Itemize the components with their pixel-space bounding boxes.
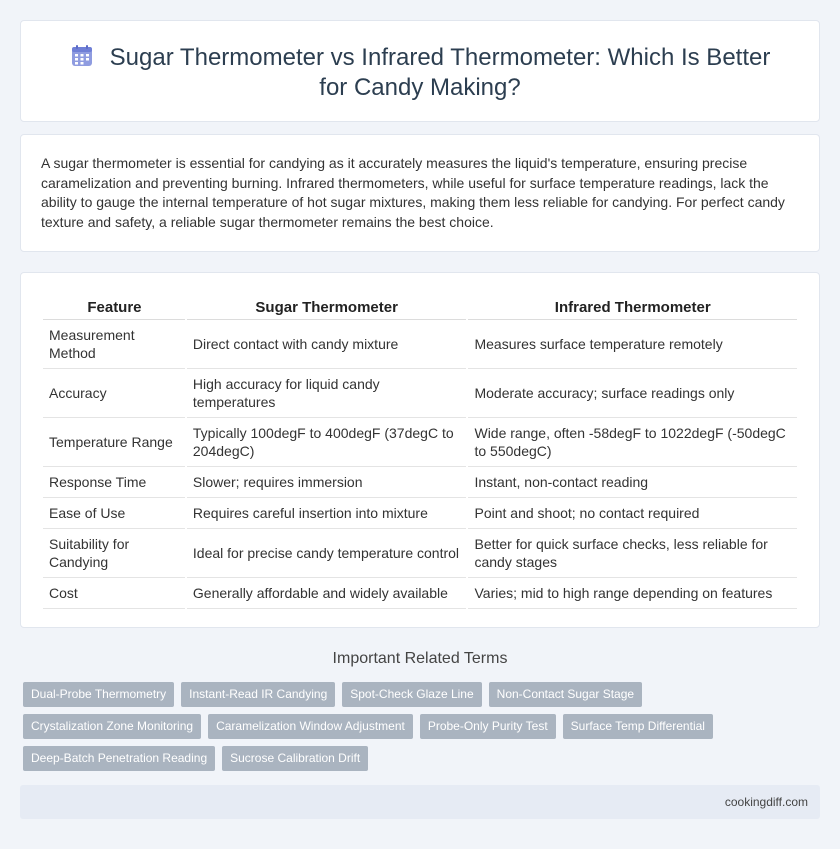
- infrared-cell: Moderate accuracy; surface readings only: [467, 369, 798, 418]
- footer: [20, 785, 820, 819]
- page-title: Sugar Thermometer vs Infrared Thermometer: Which Is Better for Candy Making?: [109, 44, 771, 101]
- sugar-cell: Ideal for precise candy temperature control: [186, 529, 468, 578]
- related-term-tag[interactable]: Spot-Check Glaze Line: [342, 682, 481, 707]
- related-term-tag[interactable]: Probe-Only Purity Test: [420, 714, 556, 739]
- sugar-cell: Slower; requires immersion: [186, 467, 468, 498]
- table-row: [43, 498, 798, 529]
- sugar-cell: High accuracy for liquid candy temperatures: [186, 369, 468, 418]
- infrared-cell: Better for quick surface checks, less reliable for candy stages: [467, 529, 798, 578]
- related-term-tag[interactable]: Sucrose Calibration Drift: [222, 746, 368, 771]
- feature-cell: Suitability for Candying: [43, 529, 186, 578]
- related-term-tag[interactable]: Instant-Read IR Candying: [181, 682, 335, 707]
- sugar-cell: Generally affordable and widely available: [186, 578, 468, 609]
- comparison-table: [43, 295, 799, 609]
- calendar-icon: [70, 44, 94, 68]
- feature-cell: Cost: [43, 578, 186, 609]
- comparison-table-card: [20, 272, 820, 628]
- title-card: [20, 20, 820, 122]
- sugar-cell: Direct contact with candy mixture: [186, 320, 468, 369]
- table-row: [43, 529, 798, 578]
- header-feature: Feature: [43, 295, 186, 320]
- related-terms-tags: [23, 682, 823, 778]
- infrared-cell: Instant, non-contact reading: [467, 467, 798, 498]
- table-row: [43, 467, 798, 498]
- feature-cell: Ease of Use: [43, 498, 186, 529]
- table-row: [43, 418, 798, 467]
- feature-cell: Accuracy: [43, 369, 186, 418]
- infrared-cell: Point and shoot; no contact required: [467, 498, 798, 529]
- feature-cell: Response Time: [43, 467, 186, 498]
- related-term-tag[interactable]: Surface Temp Differential: [563, 714, 713, 739]
- infrared-cell: Varies; mid to high range depending on features: [467, 578, 798, 609]
- related-term-tag[interactable]: Deep-Batch Penetration Reading: [23, 746, 215, 771]
- infrared-cell: Wide range, often -58degF to 1022degF (-50degC to 550degC): [467, 418, 798, 467]
- table-header-row: [43, 295, 798, 320]
- header-sugar-thermometer: Sugar Thermometer: [186, 295, 468, 320]
- page-title-wrap: [61, 43, 779, 103]
- related-terms-title: Important Related Terms: [332, 650, 508, 667]
- table-row: [43, 578, 798, 609]
- related-term-tag[interactable]: Crystalization Zone Monitoring: [23, 714, 201, 739]
- header-infrared-thermometer: Infrared Thermometer: [467, 295, 798, 320]
- related-term-tag[interactable]: Caramelization Window Adjustment: [208, 714, 413, 739]
- table-row: [43, 369, 798, 418]
- footer-site-link[interactable]: cookingdiff.com: [724, 795, 808, 809]
- related-term-tag[interactable]: Non-Contact Sugar Stage: [489, 682, 642, 707]
- intro-paragraph: A sugar thermometer is essential for candying as it accurately measures the liquid's temperature, ensuring precise caramelization and preventing burning. Infrared thermometers, while useful for surface temperature readings, lack the ability to gauge the internal temperature of hot sugar mixtures, making them less reliable for candying. For perfect candy texture and safety, a reliable sugar thermometer remains the best choice.: [41, 155, 785, 230]
- related-term-tag[interactable]: Dual-Probe Thermometry: [23, 682, 174, 707]
- table-row: [43, 320, 798, 369]
- feature-cell: Temperature Range: [43, 418, 186, 467]
- sugar-cell: Typically 100degF to 400degF (37degC to 204degC): [186, 418, 468, 467]
- intro-card: [20, 134, 820, 252]
- feature-cell: Measurement Method: [43, 320, 186, 369]
- infrared-cell: Measures surface temperature remotely: [467, 320, 798, 369]
- sugar-cell: Requires careful insertion into mixture: [186, 498, 468, 529]
